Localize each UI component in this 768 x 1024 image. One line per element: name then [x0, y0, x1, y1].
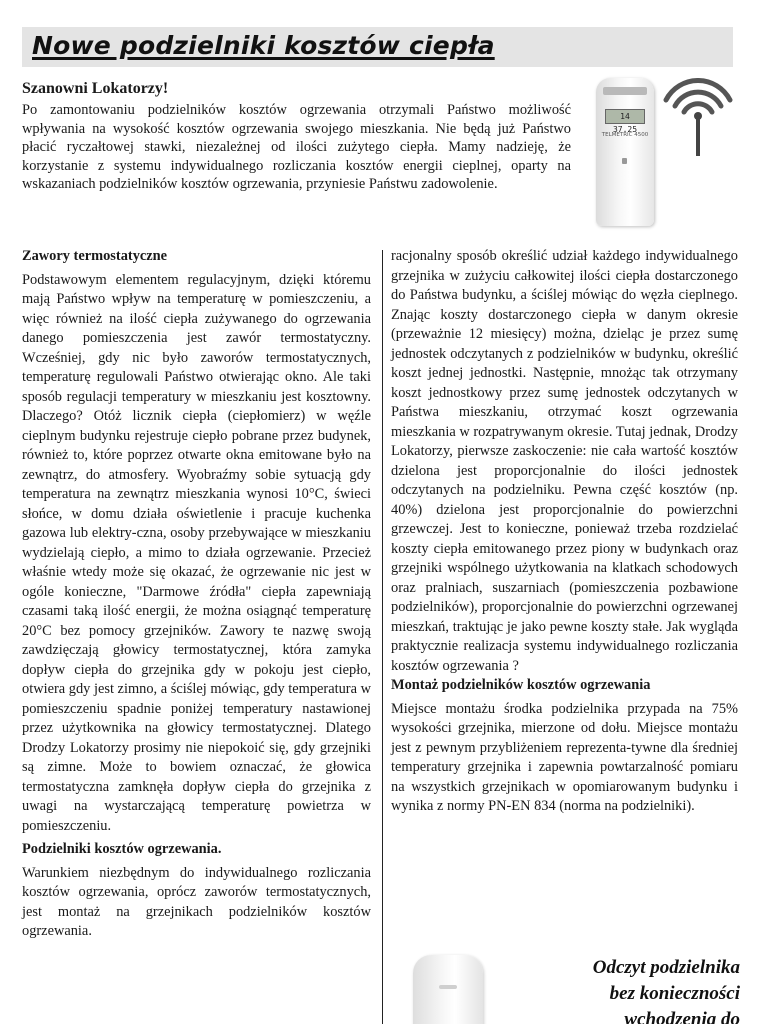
remote-reading-caption	[520, 955, 740, 1024]
intro-paragraph: Po zamontowaniu podzielników kosztów ogrzewania otrzymali Państwo możliwość wpływania na wysokość kosztów ogrzewania swojego mieszkania. Nie będą już Państwo płacić ryczałtowej stawki, niezależnej od ilości zużytego ciepła. Mamy nadzieję, że korzystanie z systemu indywidualnego rozliczania kosztów energii cieplnej, oparty na wskazaniach podzielników kosztów ogrzewania, przyniesie Państwu zadowolenie.	[22, 102, 571, 193]
device-lcd-display: 14 37.25	[605, 109, 645, 124]
left-column	[22, 247, 371, 942]
title-banner	[22, 27, 733, 67]
section-heading-allocators: Podzielniki kosztów ogrzewania.	[22, 841, 222, 857]
allocator-image-bottom	[413, 955, 483, 1024]
greeting: Szanowni Lokatorzy!	[22, 80, 169, 97]
device-sensor	[622, 158, 627, 164]
section-heading-thermostatic-valves: Zawory termostatyczne	[22, 248, 168, 264]
allocators-paragraph: Warunkiem niezbędnym do indywidualnego rozliczania kosztów ogrzewania, oprócz zaworów termostatycznych, jest montaż na grzejnikach podzielników kosztów ogrzewania.	[22, 864, 371, 939]
installation-paragraph: Miejsce montażu środka podzielnika przypada na 75% wysokości grzejnika, mierzone od dołu. Miejsce montażu jest z pewnym przybliżeniem reprezenta-tywne dla średniej temperatury grzejnika i zapewnia powtarzalność pomiaru na wszystkich grzejnikach w opomiarowanym budynku i wynika z normy PN-EN 834 (norma na podzielniki).	[391, 700, 738, 814]
device-model-label: TELMETRIC 4500	[601, 132, 649, 138]
caption-line-3: wchodzenia do	[624, 1009, 740, 1024]
column-divider	[382, 250, 383, 1024]
caption-line-2: bez konieczności	[609, 983, 740, 1004]
cost-calculation-paragraph: racjonalny sposób określić udział każdego indywidualnego grzejnika w zużyciu całkowitej ilości ciepła dostarczonego do Państwa budynku, a ściślej mówiąc do węzła cieplnego. Znając koszty dostarczonego ciepła w danym okresie (przeważnie 12 miesięcy) można, dzieląc je przez sumę jednostek odczytanych z podzielników w budynku, określić koszt jednej jednostki. Następnie, mnożąc tak otrzymany koszt jednostkowy przez sumę jednostek odczytanych w Państwa mieszkaniu, otrzymać koszt ogrzewania mieszkania w rozpatrywanym okresie. Tutaj jednak, Drodzy Lokatorzy, pierwsze zaskoczenie: nie cała wartość kosztów dzielona jest proporcjonalnie do ilości jednostek odczytanych na podzielniku. Pewna część kosztów (np. 40%) dzielona jest proporcjonalnie do powierzchni grzewczej. Jest to konieczne, ponieważ trzeba rozdzielać koszty ciepła emitowanego przez piony w budynkach oraz grzejniki wspólnego użytkowania na klatkach schodowych oraz pralniach, suszarniach (pomieszczenia pozbawione podzielników), proporcjonalnie do powierzchni ogrzewanej mieszkań, traktując je jako pewne koszty stałe. Jak wygląda praktycznie realizacja systemu indywidualnego rozliczania kosztów ogrzewania ?	[391, 248, 738, 674]
heat-cost-allocator-image	[596, 78, 654, 226]
device-slot	[439, 985, 457, 989]
caption-line-1: Odczyt podzielnika	[592, 957, 740, 978]
radio-signal-icon	[660, 78, 738, 158]
thermostatic-valves-paragraph: Podstawowym elementem regulacyjnym, dzięki któremu mają Państwo wpływ na temperaturę w pomieszczeniu, a więc również na ilość ciepła zużywanego do ogrzewania danego pomieszczenia jest zawór termostatyczny. Wcześniej, gdy nic było zaworów termostatycznych, temperaturę regulowali Państwo otwierając okno. Ale taki sposób regulacji temperatury w mieszkaniu jest kosztowny. Dlaczego? Otóż licznik ciepła (ciepłomierz) w węźle cieplnym budynku rejestruje ciepło pobrane przez budynek, również to, które poprzez otwarte okna emitowane było na zewnątrz, do atmosfery. Wyobraźmy sobie sytuacją gdy temperatura na zewnątrz mieszkania wynosi 10°C, świeci słońce, w domu działa oświetlenie i pracuje kuchenka gazowa lub elektry-czna, osoby przebywające w mieszkaniu wydzielają ciepło, a mimo to działa ogrzewanie. Przecież właśnie wtedy może się okazać, że ogrzewanie nic jest w ogóle konieczne, "Darmowe źródła" ciepła zapewniają czasami taką ilość energii, że można osiągnąć temperaturę 20°C bez pomocy grzejników. Zawory te nazwę swoją zawdzięczają głowicy termostatycznej, która zamyka dopływ ciepła do grzejnika gdy w pokoju jest ciepło, otwiera gdy jest zimno, a ściślej mówiąc, gdy temperatura w pomieszczeniu spadnie poniżej temperatury nastawionej przez użytkownika na głowicy termostatycznej. Dlatego Drodzy Lokatorzy prosimy nie niepokoić się, gdy grzejniki są zimne. Może to bowiem oznaczać, że głowica termostatyczna zamknęła dopływ ciepła do grzejnika z uwagi na wystarczającą temperaturę powietrza w pomieszczeniu.	[22, 271, 371, 834]
section-heading-installation: Montaż podzielników kosztów ogrzewania	[391, 677, 651, 693]
right-column	[391, 247, 738, 817]
device-brand-plate	[603, 87, 647, 95]
page-title: Nowe podzielniki kosztów ciepła	[32, 31, 495, 60]
